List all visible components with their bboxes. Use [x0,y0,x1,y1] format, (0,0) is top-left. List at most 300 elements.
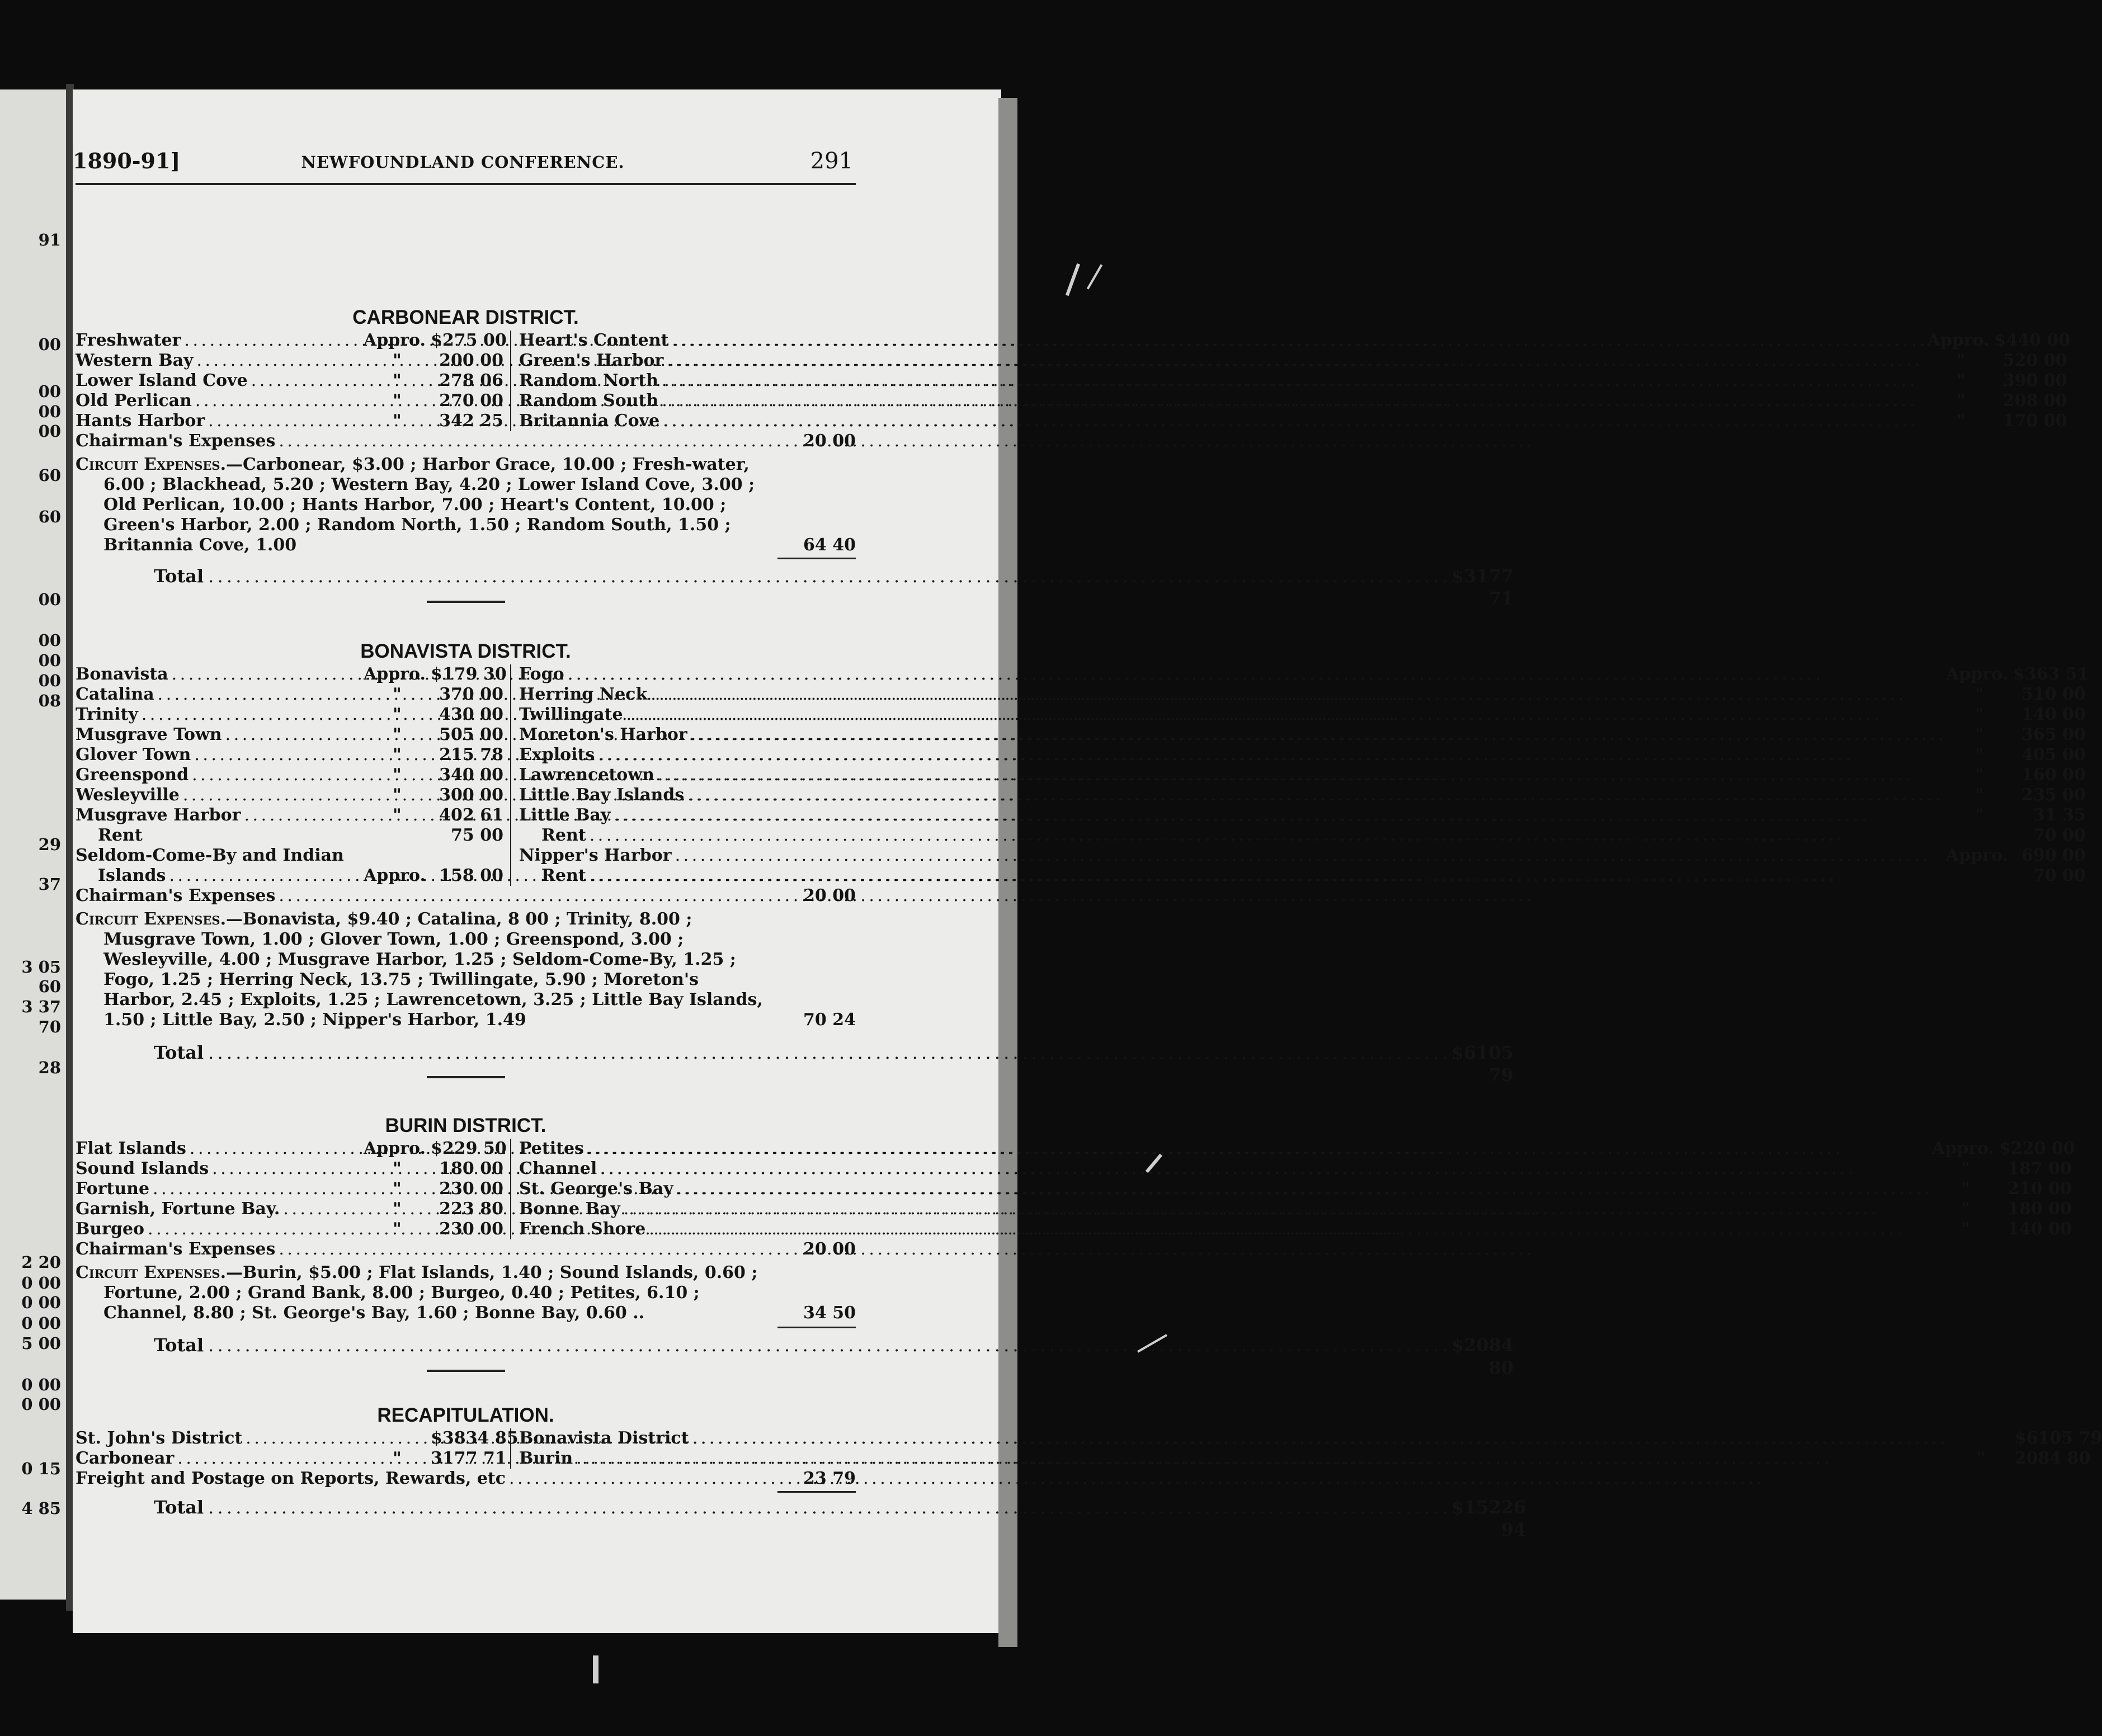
prev-page-number: 60 [38,507,61,526]
ledger-row [76,785,503,805]
appropriation-mark: " [393,785,402,805]
station-name: Green's Harbor [519,351,664,370]
station-name: Herring Neck [519,685,648,704]
ledger-row [519,1219,2072,1239]
station-name: Heart's Content [519,331,669,350]
section-separator [427,601,505,603]
amount: 200 00 [439,351,503,370]
leader-dots [692,1428,1944,1449]
appropriation-mark: " [393,411,402,431]
station-name: St. John's District [76,1428,243,1448]
station-name: Greenspond [76,765,189,785]
total-label: Total [154,1334,204,1356]
leader-dots [283,1199,360,1219]
station-name: Carbonear [76,1449,175,1468]
ledger-row [76,1139,507,1159]
amount: 340 00 [439,765,503,785]
ledger-row [76,664,507,685]
total-label: Total [154,1497,204,1518]
station-name: Fogo [519,664,564,684]
amount: 180 00 [2007,1199,2072,1219]
leader-dots [184,331,360,351]
appropriation-mark: " [1976,1449,1986,1468]
appropriation-mark: " [393,1219,402,1239]
leader-dots [196,351,360,371]
circuit-amount: 70 24 [803,1010,856,1030]
leader-dots [208,565,1447,587]
right-column [511,331,2071,431]
station-name: Rent [541,866,586,885]
amount: 405 00 [2021,745,2086,765]
amount: 210 00 [2007,1179,2072,1199]
prev-page-number: 00 [38,631,61,650]
station-name: Channel [519,1159,597,1178]
station-name: Bonavista District [519,1428,689,1448]
station-name: Bonne Bay [519,1199,620,1219]
ledger-row [76,1199,503,1219]
appropriation-mark: " [1975,725,1984,744]
leader-dots [590,825,1943,846]
appropriation-mark: Appro. [1945,846,2008,865]
circuit-expenses [76,909,856,1030]
amount: 170 00 [2002,411,2067,431]
total-amount: $6105 79 [1451,1042,1514,1086]
prev-page-number: 0 00 [21,1395,61,1414]
amount: 31 35 [2033,805,2086,825]
amount: 180 00 [439,1159,503,1178]
prev-page-number: 5 00 [21,1334,61,1353]
amount: 278 06 [439,371,503,390]
leader-dots [651,685,1943,705]
appropriation-mark: Appro. [364,664,426,684]
ledger-row [519,664,2089,685]
leader-dots [687,785,1943,805]
appropriation-mark: " [1956,371,1966,390]
prev-page-number: 60 [38,977,61,996]
amount: 270 00 [439,391,503,411]
total-label: Total [154,1042,204,1063]
amount: 505 00 [439,725,503,744]
circuit-text: —Carbonear, $3.00 ; Harbor Grace, 10.00 ; Fresh-water, 6.00 ; Blackhead, 5.20 ; Western Bay, 4.20 ; Lower Island Cove, 3.00 ; Old Perlican, 10.00 ; Hants Harbor, 7.00 ; Heart's Content, 10.00 ; Green's Harbor, 2.00 ; Random North, 1.50 ; Random South, 1.50 ; Britannia Cove, 1.00 [103,455,755,555]
row-amount: 20 00 [803,886,856,905]
prev-page-number: 0 15 [21,1459,61,1478]
appropriation-mark: " [1961,1199,1970,1219]
chairman-expenses-row [76,431,856,451]
speck [593,1655,598,1683]
bonavista-district [76,639,2089,1086]
amount: 365 00 [2021,725,2086,744]
amount: 70 00 [2033,866,2086,885]
ledger-row [519,351,2067,371]
total-rule [76,1491,856,1493]
appropriation-mark: " [1975,805,1984,825]
row-amount: 23 79 [803,1469,856,1488]
ledger-row [519,725,2086,745]
amount: 520 00 [2002,351,2067,370]
leader-dots [225,725,360,745]
leader-dots [208,1334,1447,1356]
prev-page-number: 3 37 [21,997,61,1016]
leader-dots [663,411,1924,431]
ledger-row [519,785,2086,805]
leader-dots [246,1428,360,1449]
leader-dots [208,1041,1447,1064]
amount: 690 00 [2021,846,2086,865]
leader-dots [677,1179,1929,1199]
total-label: Total [154,565,204,587]
leader-dots [212,1159,360,1179]
amount: 370 00 [439,685,503,704]
amount: $220 00 [1999,1139,2075,1158]
leader-dots [183,785,360,805]
leader-dots [192,765,360,785]
ledger-row [76,705,503,725]
station-name: Garnish, Fortune Bay. [76,1199,280,1219]
left-column [76,331,511,431]
leader-dots [509,1469,780,1489]
amount: $275 00 [431,331,507,350]
ledger-row [76,1159,503,1179]
amount: $3834 85 [431,1428,519,1448]
amount: $363 51 [2013,664,2089,684]
prev-page-number: 37 [38,875,61,894]
amount: 510 00 [2021,685,2086,704]
district-grid [76,1139,2075,1239]
district-grid [76,664,2089,886]
leader-dots [662,391,1924,411]
station-name: Rent [541,825,586,845]
row-amount: 20 00 [803,431,856,451]
header-title: NEWFOUNDLAND CONFERENCE. [301,153,625,172]
right-column [511,664,2089,886]
leader-dots [148,1219,360,1239]
prev-page-number: 00 [38,651,61,670]
ledger-row [519,391,2067,411]
circuit-heading: Circuit Expenses. [76,455,227,474]
leader-dots [675,846,1943,866]
left-column [76,664,511,886]
ledger-row [519,825,2086,846]
recap-title: RECAPITULATION. [377,1404,554,1426]
station-name: Islands [98,866,166,885]
station-name: Glover Town [76,745,191,765]
prev-page-number: 0 00 [21,1273,61,1292]
leader-dots [658,765,1943,785]
appropriation-mark: " [393,725,402,744]
appropriation-mark: " [1961,1179,1970,1199]
appropriation-mark: " [1975,685,1984,704]
ledger-row [519,1449,2091,1469]
appropriation-mark: Appro. [364,1139,426,1158]
row-label: Chairman's Expenses [76,431,276,451]
appropriation-mark: Appro. [1931,1139,1994,1158]
recap-grid [76,1428,2102,1469]
ledger-row [519,1139,2075,1159]
amount: 430 00 [439,705,503,724]
previous-page-fragment [0,89,70,1600]
station-name: Little Bay [519,805,611,825]
prev-page-number: 00 [38,402,61,421]
district-title: BONAVISTA DISTRICT. [360,640,571,662]
ledger-row [76,825,503,846]
circuit-text: —Bonavista, $9.40 ; Catalina, 8 00 ; Trinity, 8.00 ; Musgrave Town, 1.00 ; Glover Town, 1.00 ; Greenspond, 3.00 ; Wesleyville, 4.00 ; Musgrave Harbor, 1.25 ; Seldom-Come-By, 1.25 ; Fogo, 1.25 ; Herring Neck, 13.75 ; Twillingate, 5.90 ; Moreton's Harbor, 2.45 ; Exploits, 1.25 ; Lawrencetown, 3.25 ; Little Bay Islands, 1.50 ; Little Bay, 2.50 ; Nipper's Harbor, 1.49 [103,909,763,1030]
leader-dots [208,411,360,431]
amount: $229 50 [431,1139,507,1158]
total-rule [76,1327,856,1328]
station-name: Burgeo [76,1219,145,1239]
amount: $440 00 [1994,331,2071,350]
amount: 187 00 [2007,1159,2072,1178]
circuit-amount: 64 40 [803,535,856,555]
leader-dots [177,1449,360,1469]
ledger-row [76,685,503,705]
station-name: Catalina [76,685,154,704]
prev-page-number: 0 00 [21,1293,61,1312]
station-name: Exploits [519,745,595,765]
amount: 235 00 [2021,785,2086,805]
appropriation-mark: " [393,1449,402,1468]
header-year: 1890-91] [73,148,181,173]
district-title: BURIN DISTRICT. [385,1115,546,1136]
leader-dots [279,1239,780,1259]
appropriation-mark: " [1975,705,1984,724]
ledger-row [76,725,503,745]
leader-dots [279,431,780,451]
station-name: Wesleyville [76,785,180,805]
leader-dots [576,1449,1944,1469]
amount: 70 00 [2033,825,2086,845]
station-name: Western Bay [76,351,194,370]
leader-dots [172,664,360,685]
leader-dots [691,725,1943,745]
ledger-row [519,685,2086,705]
leader-dots [208,1496,1447,1518]
leader-dots [600,1159,1929,1179]
total-amount: $2084 80 [1451,1334,1514,1378]
speck [1087,264,1102,289]
appropriation-mark: " [393,1179,402,1199]
page-number: 291 [810,148,853,174]
leader-dots [672,331,1924,351]
amount: 3177 71 [431,1449,507,1468]
ledger-row [519,745,2086,765]
station-name: Lower Island Cove [76,371,248,390]
district-title: CARBONEAR DISTRICT. [352,306,579,328]
prev-page-number: 00 [38,590,61,609]
prev-page-number: 91 [38,230,61,249]
ledger-row [76,765,503,785]
recapitulation [76,1403,2102,1540]
station-name: Rent [98,825,143,845]
prev-page-number: 00 [38,671,61,690]
station-name: Fortune [76,1179,150,1199]
prev-page-number: 2 20 [21,1253,61,1272]
station-name: French Shore [519,1219,646,1239]
page-header [73,148,853,180]
station-name: Nipper's Harbor [519,846,672,865]
appropriation-mark: " [393,745,402,765]
appropriation-mark: " [393,371,402,390]
station-name: Musgrave Harbor [76,805,241,825]
amount: 230 00 [439,1179,503,1199]
leader-dots [590,866,1943,886]
amount: 230 00 [439,1219,503,1239]
prev-page-number: 00 [38,382,61,401]
leader-dots [667,351,1924,371]
leader-dots [568,664,1943,685]
station-name: Sound Islands [76,1159,209,1178]
right-column [511,1428,2102,1469]
amount: 390 00 [2002,371,2067,390]
ledger-row [519,765,2086,785]
station-name: Moreton's Harbor [519,725,687,744]
burin-district [76,1113,2075,1378]
total-amount: $15226 94 [1451,1497,1526,1540]
station-name: Random South [519,391,659,411]
leader-dots [662,371,1924,391]
ledger-row [76,1428,519,1449]
leader-dots [169,866,360,886]
total-amount: $3177 71 [1451,565,1514,609]
appropriation-mark: " [393,705,402,724]
station-name: Petites [519,1139,584,1158]
right-column [511,1139,2075,1239]
leader-dots [251,371,360,391]
leader-dots [626,705,1943,725]
amount: 158 00 [439,866,503,885]
ledger-row [76,371,503,391]
amount: 208 00 [2002,391,2067,411]
row-label: Chairman's Expenses [76,1239,276,1259]
appropriation-mark: " [393,765,402,785]
prev-page-number: 0 00 [21,1314,61,1333]
header-rule [76,183,856,185]
freight-row [76,1469,856,1489]
prev-page-number: 4 85 [21,1499,61,1518]
ledger-row [76,1179,503,1199]
speck [1066,263,1080,296]
amount: 160 00 [2021,765,2086,785]
prev-page-number: 29 [38,835,61,854]
left-column [76,1139,511,1239]
row-amount: 20 00 [803,1239,856,1259]
appropriation-mark: " [1961,1219,1970,1239]
station-name: Bonavista [76,664,168,684]
leader-dots [649,1219,1929,1239]
appropriation-mark: " [1956,391,1966,411]
ledger-row [519,1159,2072,1179]
total-row [76,1334,1514,1378]
prev-page-number: 28 [38,1058,61,1077]
appropriation-mark: " [1975,785,1984,805]
appropriation-mark: " [393,1159,402,1178]
leader-dots [244,805,360,825]
section-separator [427,1076,505,1078]
chairman-expenses-row [76,1239,856,1259]
leader-dots [279,886,780,906]
amount: 300 00 [439,785,503,805]
chairman-expenses-row [76,886,856,906]
row-label: Chairman's Expenses [76,886,276,905]
amount: $179 30 [431,664,507,684]
ledger-row [76,745,503,765]
ledger-row [519,866,2086,886]
ledger-row [519,705,2086,725]
leader-dots [598,745,1943,765]
amount: 140 00 [2007,1219,2072,1239]
prev-page-number: 00 [38,335,61,354]
appropriation-mark: Appro. [1945,664,2008,684]
section-separator [427,1370,505,1372]
station-name: St. George's Bay [519,1179,673,1199]
prev-page-number: 70 [38,1017,61,1036]
appropriation-mark: " [1956,411,1966,431]
left-column [76,1428,519,1469]
total-rule [76,558,856,559]
prev-page-number: 00 [38,422,61,441]
leader-dots [142,705,360,725]
appropriation-mark: " [393,1199,402,1219]
circuit-amount: 34 50 [803,1303,856,1323]
appropriation-mark: " [393,685,402,704]
amount: 2084 80 [2014,1449,2091,1468]
ledger-row [76,351,503,371]
total-row [76,565,1514,609]
total-row [76,1041,1514,1086]
circuit-text: —Burin, $5.00 ; Flat Islands, 1.40 ; Sound Islands, 0.60 ; Fortune, 2.00 ; Grand Bank, 8.00 ; Burgeo, 0.40 ; Petites, 6.10 ; Channel, 8.80 ; St. George's Bay, 1.60 ; Bonne Bay, 0.60 .. [103,1263,758,1323]
appropriation-mark: " [1961,1159,1970,1178]
station-name: Twillingate [519,705,623,724]
station-name: Little Bay Islands [519,785,685,805]
leader-dots [195,391,360,411]
appropriation-mark: " [393,391,402,411]
ledger-row [76,1449,507,1469]
carbonear-district [76,305,2071,609]
appropriation-mark: Appro. [1927,331,1990,350]
station-name: Britannia Cove [519,411,660,431]
leader-dots [190,1139,360,1159]
ledger-row [519,331,2071,351]
station-name: Freshwater [76,331,181,350]
total-row [76,1496,1526,1540]
circuit-expenses [76,455,856,555]
station-name: Trinity [76,705,138,724]
appropriation-mark: Appro. [364,866,426,885]
amount: 215 78 [439,745,503,765]
station-name: Flat Islands [76,1139,186,1158]
amount: 223 80 [439,1199,503,1219]
ledger-row [519,371,2067,391]
amount: $6105 79 [2014,1428,2102,1448]
appropriation-mark: " [1975,765,1984,785]
ledger-row [76,411,503,431]
prev-page-number: 3 05 [21,957,61,976]
prev-page-number: 60 [38,466,61,485]
station-name: Hants Harbor [76,411,205,431]
leader-dots [153,1179,360,1199]
station-name: Old Perlican [76,391,192,411]
station-name: Random North [519,371,658,390]
appropriation-mark: " [1975,745,1984,765]
appropriation-mark: " [393,351,402,370]
circuit-heading: Circuit Expenses. [76,1263,227,1282]
leader-dots [194,745,360,765]
circuit-heading: Circuit Expenses. [76,909,227,929]
ledger-row [519,1428,2102,1449]
prev-page-number: 08 [38,691,61,710]
ledger-row [76,1219,503,1239]
station-name: Lawrencetown [519,765,654,785]
